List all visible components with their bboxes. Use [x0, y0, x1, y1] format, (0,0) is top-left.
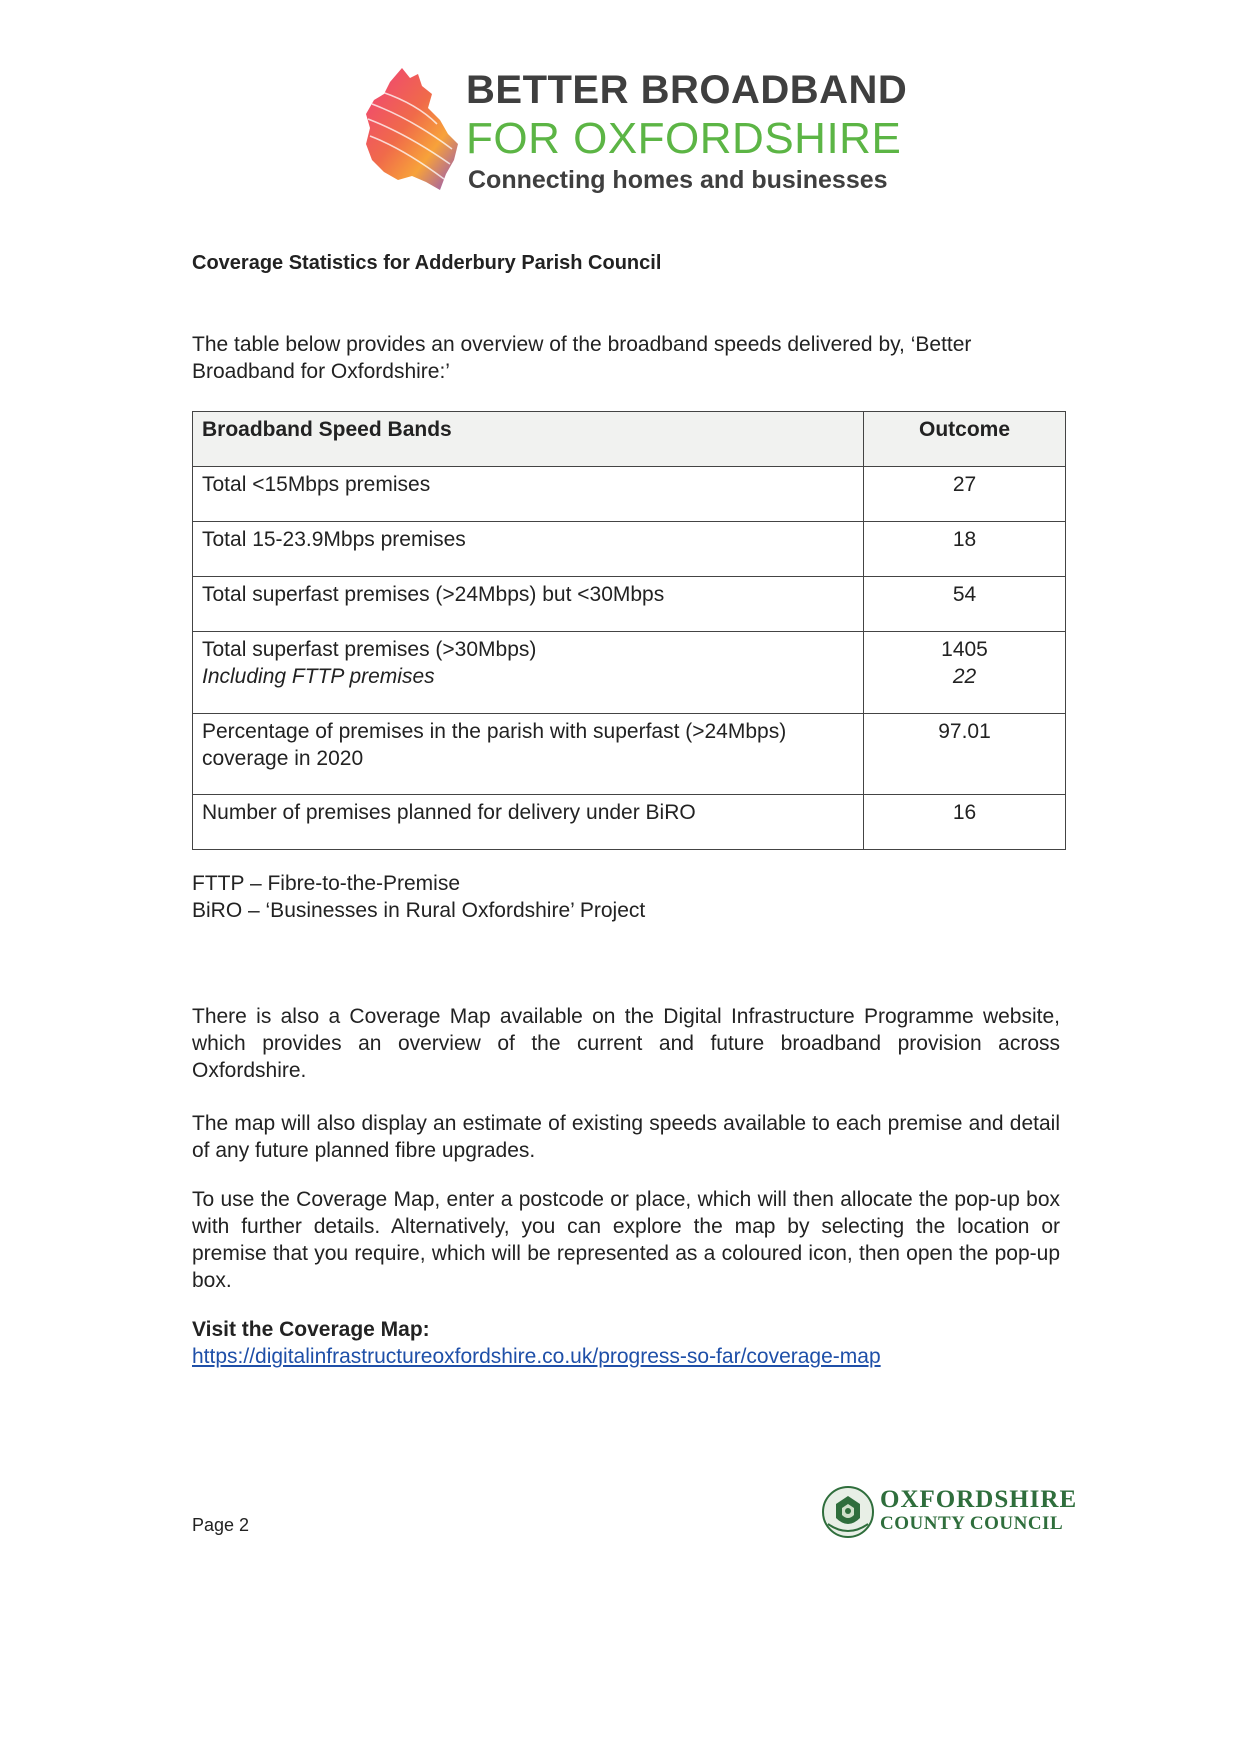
council-name-line1: OXFORDSHIRE — [880, 1486, 1078, 1513]
map-speeds-paragraph: The map will also display an estimate of existing speeds available to each premise and detail of any future planned fibre upgrades. — [192, 1112, 1060, 1162]
row-label: Total <15Mbps premises — [193, 467, 864, 522]
row-label: Total superfast premises (>24Mbps) but <30Mbps — [193, 577, 864, 632]
council-crest-icon — [820, 1484, 876, 1540]
oxfordshire-map-logo-icon — [362, 64, 462, 194]
table-row — [193, 577, 1066, 632]
row-value: 1405 — [941, 638, 988, 661]
coverage-map-paragraph: There is also a Coverage Map available on the Digital Infrastructure Programme website, which provides an overview of the current and future broadband provision across Oxfordshire. — [192, 1005, 1060, 1082]
row-value: 54 — [864, 577, 1066, 632]
row-value: 18 — [864, 522, 1066, 577]
coverage-table — [192, 411, 1066, 850]
visit-coverage-map-label: Visit the Coverage Map: — [192, 1318, 430, 1341]
table-row — [193, 632, 1066, 714]
row-value-group — [864, 632, 1066, 714]
abbreviation-biro: BiRO – ‘Businesses in Rural Oxfordshire’ Project — [192, 899, 646, 922]
row-value: 27 — [864, 467, 1066, 522]
row-value: 97.01 — [864, 714, 1066, 795]
page-number: Page 2 — [192, 1515, 250, 1535]
better-broadband-logo — [362, 58, 922, 198]
row-sublabel: Including FTTP premises — [202, 665, 435, 688]
row-label-group — [193, 632, 864, 714]
abbreviations-list — [192, 870, 645, 924]
table-row — [193, 467, 1066, 522]
council-logo — [820, 1482, 1080, 1542]
row-label: Percentage of premises in the parish with superfast (>24Mbps) coverage in 2020 — [193, 714, 864, 795]
coverage-map-link[interactable]: https://digitalinfrastructureoxfordshire.co.uk/progress-so-far/coverage-map — [192, 1345, 881, 1368]
council-name-line2: COUNTY COUNCIL — [880, 1513, 1064, 1534]
table-row — [193, 522, 1066, 577]
row-value: 16 — [864, 795, 1066, 850]
logo-subtitle: FOR OXFORDSHIRE — [466, 114, 902, 163]
table-row — [193, 795, 1066, 850]
row-label: Number of premises planned for delivery under BiRO — [193, 795, 864, 850]
row-label: Total 15-23.9Mbps premises — [193, 522, 864, 577]
logo-tagline: Connecting homes and businesses — [468, 166, 888, 194]
column-header-outcome: Outcome — [864, 412, 1066, 467]
logo-title: BETTER BROADBAND — [466, 68, 908, 112]
table-header-row — [193, 412, 1066, 467]
page-title: Coverage Statistics for Adderbury Parish Council — [192, 252, 662, 274]
column-header-speed-bands: Broadband Speed Bands — [193, 412, 864, 467]
row-label: Total superfast premises (>30Mbps) — [202, 638, 537, 661]
abbreviation-fttp: FTTP – Fibre-to-the-Premise — [192, 872, 461, 895]
row-subvalue: 22 — [952, 665, 977, 688]
intro-paragraph: The table below provides an overview of the broadband speeds delivered by, ‘Better Broadband for Oxfordshire:’ — [192, 333, 972, 383]
table-row — [193, 714, 1066, 795]
map-usage-paragraph: To use the Coverage Map, enter a postcode or place, which will then allocate the pop-up box with further details. Alternatively, you can explore the map by selecting the location or premise that you require, which will be represented as a coloured icon, then open the pop-up box. — [192, 1188, 1060, 1292]
